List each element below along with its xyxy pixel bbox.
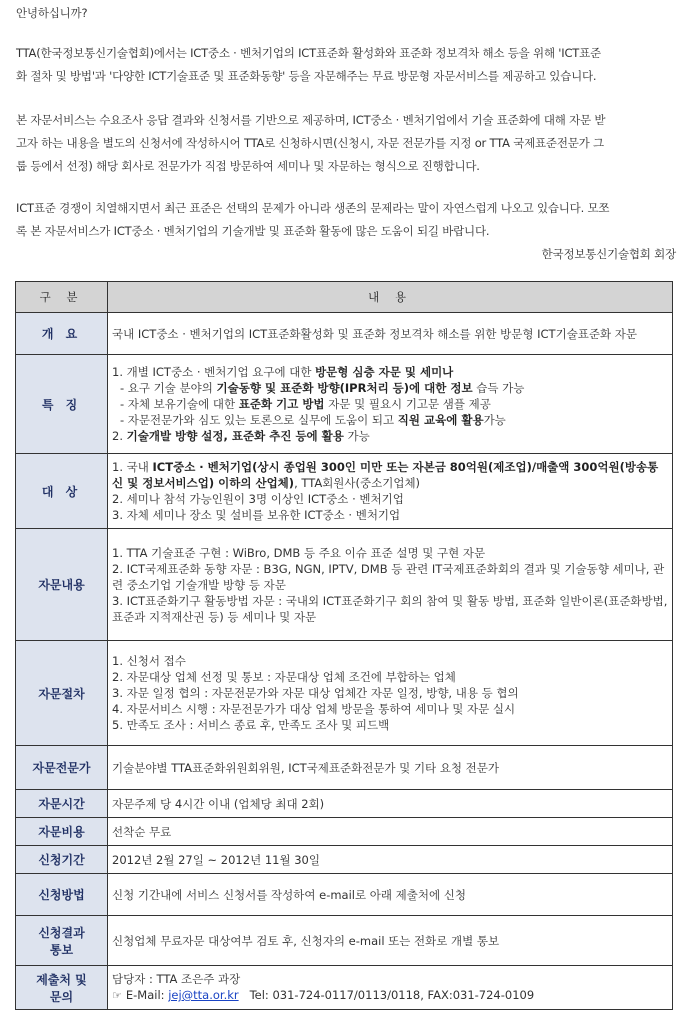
row-contact	[16, 966, 673, 1010]
features-bold-2: 기술동향 및 표준화 방향(IPR처리 등)에 대한 정보	[216, 381, 473, 395]
procedure-line-5: 5. 만족도 조사 : 서비스 종료 후, 만족도 조사 및 피드백	[112, 718, 390, 732]
intro-paragraph-3	[16, 197, 676, 266]
greeting-text: 안녕하십니까?	[16, 6, 88, 20]
features-bold-5: 기술개발 방향 설정, 표준화 추진 등에 활용	[126, 429, 344, 443]
row-features	[16, 355, 673, 454]
email-link[interactable]: jej@tta.or.kr	[168, 988, 239, 1002]
service-info-table	[15, 281, 673, 1010]
period-text: 2012년 2월 27일 ~ 2012년 11월 30일	[108, 846, 673, 874]
label-target: 대 상	[16, 454, 108, 529]
features-bold-4: 직원 교육에 활용	[397, 413, 484, 427]
label-cost: 자문비용	[16, 818, 108, 846]
procedure-line-3: 3. 자문 일정 협의 : 자문전문가와 자문 대상 업체간 자문 일정, 방향, 내용 등 협의	[112, 686, 519, 700]
method-text: 신청 기간내에 서비스 신청서를 작성하여 e-mail로 아래 제출처에 신청	[108, 874, 673, 916]
overview-text: 국내 ICT중소 · 벤처기업의 ICT표준화활성화 및 표준화 정보격차 해소를 위한 방문형 ICT기술표준화 자문	[108, 313, 673, 355]
row-procedure	[16, 641, 673, 746]
intro-para2-line2: 고자 하는 내용을 별도의 신청서에 작성하시어 TTA로 신청하시면(신청시, 자문 전문가를 지정 or TTA 국제표준전문가 그	[16, 136, 604, 150]
row-method	[16, 874, 673, 916]
intro-paragraph-1	[16, 42, 676, 88]
label-period: 신청기간	[16, 846, 108, 874]
signature: 한국정보통신기술협회 회장	[541, 247, 676, 261]
email-label: E-Mail:	[125, 988, 165, 1002]
label-features: 특 징	[16, 355, 108, 454]
label-overview: 개 요	[16, 313, 108, 355]
procedure-line-2: 2. 자문대상 업체 선정 및 통보 : 자문대상 업체 조건에 부합하는 업체	[112, 670, 456, 684]
contact-person: 담당자 : TTA 조은주 과장	[112, 972, 241, 986]
row-overview	[16, 313, 673, 355]
label-time: 자문시간	[16, 790, 108, 818]
row-time	[16, 790, 673, 818]
intro-para1-line2: 화 절차 및 방법'과 '다양한 ICT기술표준 및 표준화동향' 등을 자문해주는 무료 방문형 자문서비스를 제공하고 있습니다.	[16, 69, 597, 83]
row-target	[16, 454, 673, 529]
target-bold: ICT중소 · 벤처기업(상시 종업원 300인 미만 또는 자본금 80억원(제조업)/매출액 300억원(방송통신 및 정보서비스업) 이하의 산업체)	[112, 460, 659, 490]
label-result: 신청결과 통보	[16, 916, 108, 966]
row-cost	[16, 818, 673, 846]
contact-tel: Tel: 031-724-0117/0113/0118, FAX:031-724-0109	[249, 988, 535, 1002]
cost-text: 선착순 무료	[108, 818, 673, 846]
label-expert: 자문전문가	[16, 746, 108, 790]
intro-para2-line3: 룹 등에서 선정) 해당 회사로 전문가가 직접 방문하여 세미나 및 자문하는 형식으로 진행합니다.	[16, 159, 480, 173]
content-line-1: 1. TTA 기술표준 구현 : WiBro, DMB 등 주요 이슈 표준 설명 및 구현 자문	[112, 545, 486, 560]
result-text: 신청업체 무료자문 대상여부 검토 후, 신청자의 e-mail 또는 전화로 개별 통보	[108, 916, 673, 966]
procedure-content	[108, 641, 673, 746]
advice-content	[108, 529, 673, 641]
header-category: 구 분	[16, 282, 108, 313]
table-header-row	[16, 282, 673, 313]
expert-text: 기술분야별 TTA표준화위원회위원, ICT국제표준화전문가 및 기타 요청 전문가	[108, 746, 673, 790]
content-line-3: 3. ICT표준화기구 활동방법 자문 : 국내외 ICT표준화기구 회의 참여 및 활동 방법, 표준화 일반이론(표준화방법, 표준과 지적재산권 등) 등 세미나 및 자문	[112, 593, 668, 624]
procedure-line-4: 4. 자문서비스 시행 : 자문전문가가 대상 업체 방문을 통하여 세미나 및 자문 실시	[112, 702, 516, 716]
features-content: 1. 개별 ICT중소 · 벤처기업 요구에 대한 방문형 심층 자문 및 세미나 - 요구 기술 분야의 기술동향 및 표준화 방향(IPR처리 등)에 대한 정보 습득 가능 - 자체 보유기술에 대한 표준화 기고 방법 자문 및 필요시 기고문 샘플 제공 - 자문전문가와 심도 있는 토론으로 실무에 도움이 되고 직원 교육에 활용가능 2. 기술개발 방향 설정, 표준화 추진 등에 활용 가능	[108, 355, 673, 454]
row-advice-content	[16, 529, 673, 641]
header-content: 내 용	[108, 282, 673, 313]
content-line-2: 2. ICT국제표준화 동향 자문 : B3G, NGN, IPTV, DMB 등 관련 IT국제표준화회의 결과 및 기술동향 세미나, 관련 중소기업 기술개발 방향 등 자문	[112, 561, 665, 592]
intro-para2-line1: 본 자문서비스는 수요조사 응답 결과와 신청서를 기반으로 제공하며, ICT중소 · 벤처기업에서 기술 표준화에 대해 자문 받	[16, 113, 606, 127]
intro-paragraph-2	[16, 109, 676, 178]
phone-icon: ☞	[112, 989, 122, 1002]
label-contact: 제출처 및 문의	[16, 966, 108, 1010]
intro-para3-line2: 록 본 자문서비스가 ICT중소 · 벤처기업의 기술개발 및 표준화 활동에 많은 도움이 되길 바랍니다.	[16, 224, 490, 238]
row-expert	[16, 746, 673, 790]
time-text: 자문주제 당 4시간 이내 (업체당 최대 2회)	[108, 790, 673, 818]
label-method: 신청방법	[16, 874, 108, 916]
features-bold-1: 방문형 심층 자문 및 세미나	[315, 365, 454, 379]
label-procedure: 자문절차	[16, 641, 108, 746]
features-bold-3: 표준화 기고 방법	[238, 397, 325, 411]
row-result	[16, 916, 673, 966]
label-advice-content: 자문내용	[16, 529, 108, 641]
procedure-line-1: 1. 신청서 접수	[112, 654, 186, 668]
target-line-2: 2. 세미나 참석 가능인원이 3명 이상인 ICT중소 · 벤처기업	[112, 492, 404, 506]
target-line-3: 3. 자체 세미나 장소 및 설비를 보유한 ICT중소 · 벤처기업	[112, 508, 401, 522]
intro-para3-line1: ICT표준 경쟁이 치열해지면서 최근 표준은 선택의 문제가 아니라 생존의 문제라는 말이 자연스럽게 나오고 있습니다. 모쪼	[16, 201, 610, 215]
target-content: 1. 국내 ICT중소 · 벤처기업(상시 종업원 300인 미만 또는 자본금 80억원(제조업)/매출액 300억원(방송통신 및 정보서비스업) 이하의 산업체), TTA회원사(중소기업체) 2. 세미나 참석 가능인원이 3명 이상인 ICT중소 · 벤처기업 3. 자체 세미나 장소 및 설비를 보유한 ICT중소 · 벤처기업	[108, 454, 673, 529]
intro-para1-line1: TTA(한국정보통신기술협회)에서는 ICT중소 · 벤처기업의 ICT표준화 활성화와 표준화 정보격차 해소 등을 위해 'ICT표준	[16, 46, 601, 60]
contact-content	[108, 966, 673, 1010]
greeting	[16, 2, 676, 25]
row-period	[16, 846, 673, 874]
